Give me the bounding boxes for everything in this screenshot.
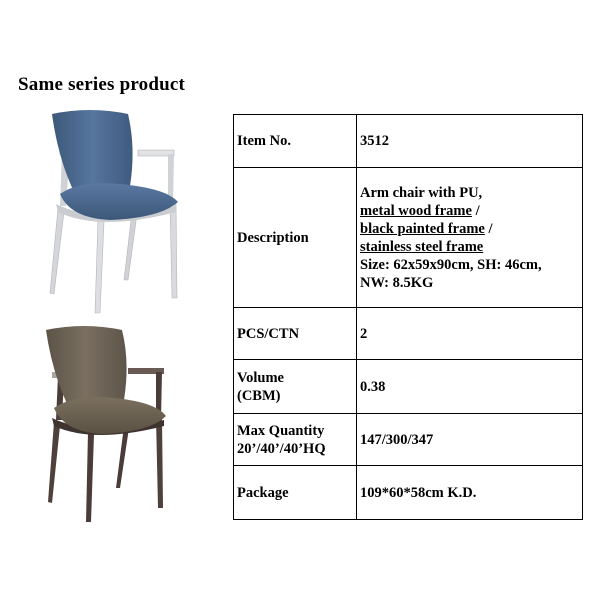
frame-option-black-painted: black painted frame xyxy=(360,220,485,237)
volume-value: 0.38 xyxy=(357,360,583,414)
table-row-package xyxy=(234,466,583,520)
pcs-value: 2 xyxy=(357,308,583,360)
description-line: Arm chair with PU, xyxy=(360,184,483,201)
pcs-label: PCS/CTN xyxy=(234,308,357,360)
table-row-description xyxy=(234,168,583,308)
item-no-value: 3512 xyxy=(357,115,583,168)
chair-image-blue xyxy=(40,108,190,323)
package-label: Package xyxy=(234,466,357,520)
item-no-label: Item No. xyxy=(234,115,357,168)
description-value: Arm chair with PU, metal wood frame / black painted frame / stainless steel frame Size: 62x59x90cm, SH: 46cm, NW: 8.5KG xyxy=(357,168,583,308)
weight-line: NW: 8.5KG xyxy=(360,274,434,291)
max-quantity-value: 147/300/347 xyxy=(357,414,583,466)
max-quantity-label: Max Quantity 20’/40’/40’HQ xyxy=(234,414,357,466)
chair-image-brown xyxy=(38,322,178,532)
table-row-max-quantity xyxy=(234,414,583,466)
table-row-item-no xyxy=(234,115,583,168)
description-label: Description xyxy=(234,168,357,308)
package-value: 109*60*58cm K.D. xyxy=(357,466,583,520)
frame-option-stainless: stainless steel frame xyxy=(360,238,484,255)
table-row-volume xyxy=(234,360,583,414)
table-row-pcs xyxy=(234,308,583,360)
volume-label: Volume (CBM) xyxy=(234,360,357,414)
page-heading: Same series product xyxy=(18,74,186,95)
spec-table xyxy=(233,114,583,520)
size-line: Size: 62x59x90cm, SH: 46cm, xyxy=(360,256,542,273)
frame-option-metal-wood: metal wood frame xyxy=(360,202,472,219)
